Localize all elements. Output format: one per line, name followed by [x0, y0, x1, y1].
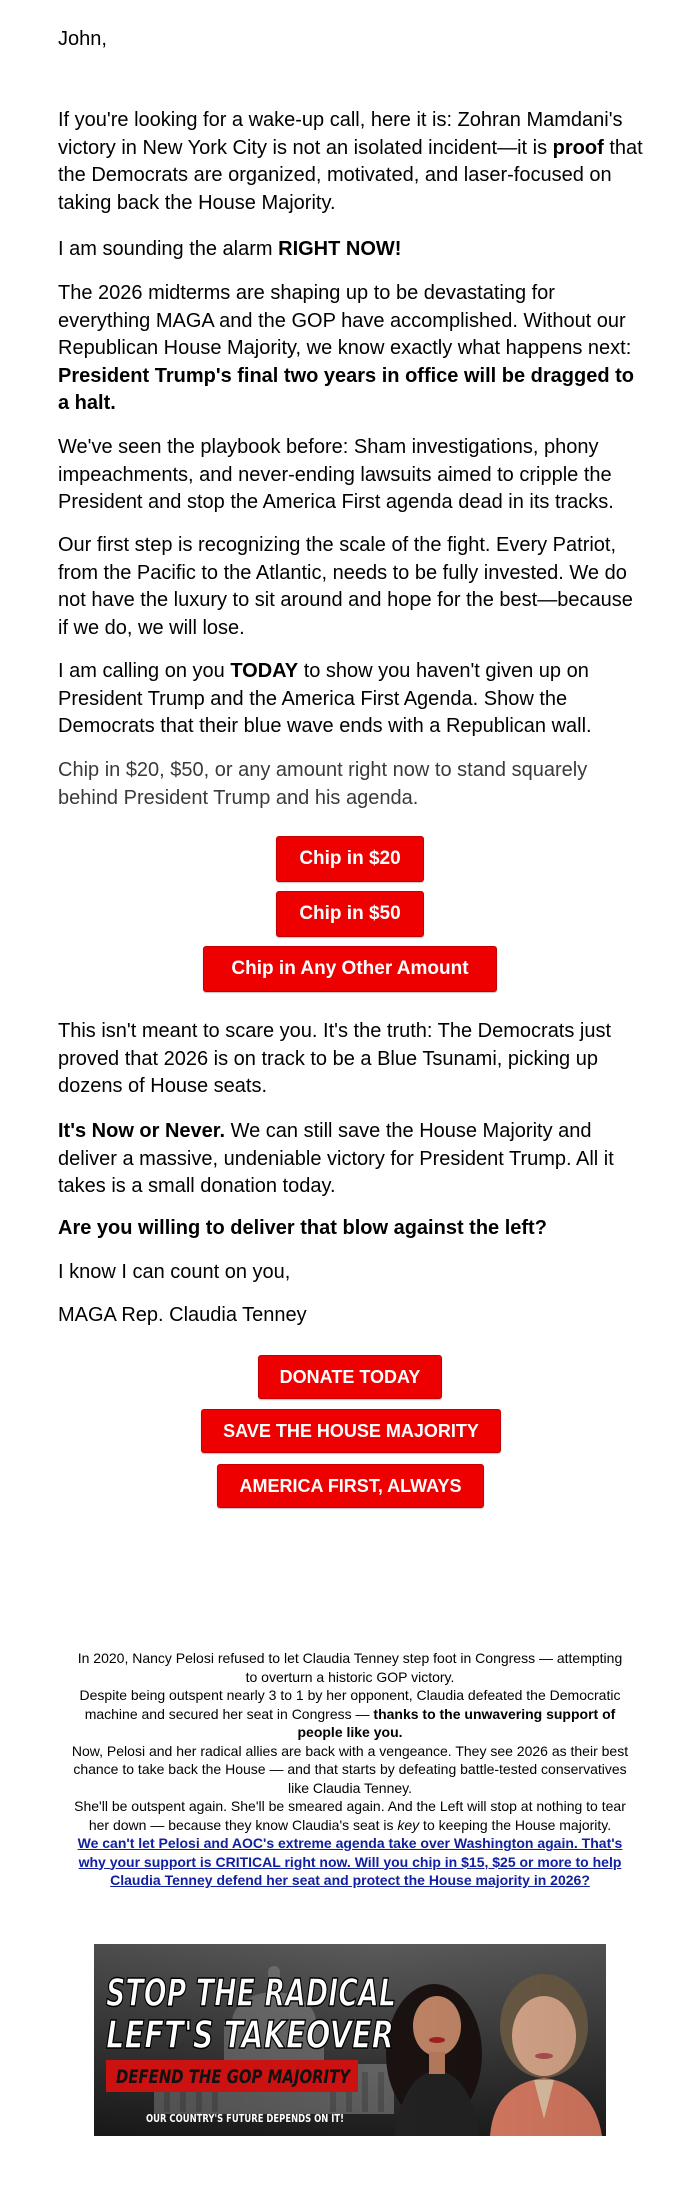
footer-donate-link[interactable]: We can't let Pelosi and AOC's extreme agenda take over Washington again. That's why your support is CRITICAL right now. Will you chip in $15, $25 or more to help Claudia Tenney defend her seat and protect the House majority in 2026? [77, 1835, 623, 1888]
banner-tagline: DEFEND THE GOP MAJORITY [116, 2066, 352, 2088]
paragraph-calling-today: I am calling on you TODAY to show you haven't given up on President Trump and the America First Agenda. Show the Democrats that their blue wave ends with a Republican wall. [58, 660, 592, 737]
banner-graphic [94, 1944, 606, 2136]
chip-20-button[interactable]: Chip in $20 [276, 836, 424, 882]
footer-line-outspent: Despite being outspent nearly 3 to 1 by her opponent, Claudia defeated the Democratic machine and secured her seat in Congress — thanks to the unwavering support of people like you. [79, 1687, 621, 1740]
banner-subline: OUR COUNTRY'S FUTURE DEPENDS ON IT! [146, 2113, 344, 2125]
america-first-button[interactable]: AMERICA FIRST, ALWAYS [217, 1464, 484, 1508]
banner-image[interactable] [94, 1944, 606, 2136]
paragraph-first-step: Our first step is recognizing the scale of the fight. Every Patriot, from the Pacific to the Atlantic, needs to be fully invested. We do not have the luxury to sit around and hope for the best—because if we do, we will lose. [58, 534, 633, 639]
banner-headline-1: STOP THE RADICAL [106, 1971, 396, 2015]
greeting: John, [58, 28, 107, 50]
signature: MAGA Rep. Claudia Tenney [58, 1304, 307, 1326]
donate-today-button[interactable]: DONATE TODAY [258, 1355, 442, 1399]
paragraph-not-scare: This isn't meant to scare you. It's the truth: The Democrats just proved that 2026 is on track to be a Blue Tsunami, picking up dozens of House seats. [58, 1020, 612, 1097]
footer-line-vengeance: Now, Pelosi and her radical allies are back with a vengeance. They see 2026 as their best chance to take back the House — and that starts by defeating battle-tested conservatives like Claudia Tenney. [71, 1742, 629, 1796]
footer-line-smeared: She'll be outspent again. She'll be smeared again. And the Left will stop at nothing to tear her down — because they know Claudia's seat is key to keeping the House majority. [74, 1798, 626, 1833]
paragraph-wake-up: If you're looking for a wake-up call, here it is: Zohran Mamdani's victory in New York City is not an isolated incident—it is proof that the Democrats are organized, motivated, and laser-focused on taking back the House Majority. [58, 109, 643, 214]
chip-50-button[interactable]: Chip in $50 [276, 891, 424, 937]
paragraph-question: Are you willing to deliver that blow against the left? [58, 1217, 547, 1239]
paragraph-now-or-never: It's Now or Never. We can still save the House Majority and deliver a massive, undeniable victory for President Trump. All it takes is a small donation today. [58, 1120, 614, 1197]
paragraph-midterms: The 2026 midterms are shaping up to be devastating for everything MAGA and the GOP have accomplished. Without our Republican House Majority, we know exactly what happens next: President Trump's final two years in office will be dragged to a halt. [58, 282, 634, 414]
footer-text [70, 1649, 630, 1890]
save-house-majority-button[interactable]: SAVE THE HOUSE MAJORITY [201, 1409, 501, 1453]
paragraph-alarm: I am sounding the alarm RIGHT NOW! [58, 238, 402, 260]
chip-other-amount-button[interactable]: Chip in Any Other Amount [203, 946, 497, 992]
banner-headline-2: LEFT'S TAKEOVER [106, 2013, 394, 2057]
paragraph-count-on-you: I know I can count on you, [58, 1261, 291, 1283]
paragraph-chip-in: Chip in $20, $50, or any amount right now to stand squarely behind President Trump and his agenda. [58, 759, 588, 809]
paragraph-playbook: We've seen the playbook before: Sham investigations, phony impeachments, and never-ending lawsuits aimed to cripple the President and stop the America First agenda dead in its tracks. [58, 436, 614, 513]
footer-line-2020: In 2020, Nancy Pelosi refused to let Claudia Tenney step foot in Congress — attempting to overturn a historic GOP victory. [77, 1650, 623, 1685]
